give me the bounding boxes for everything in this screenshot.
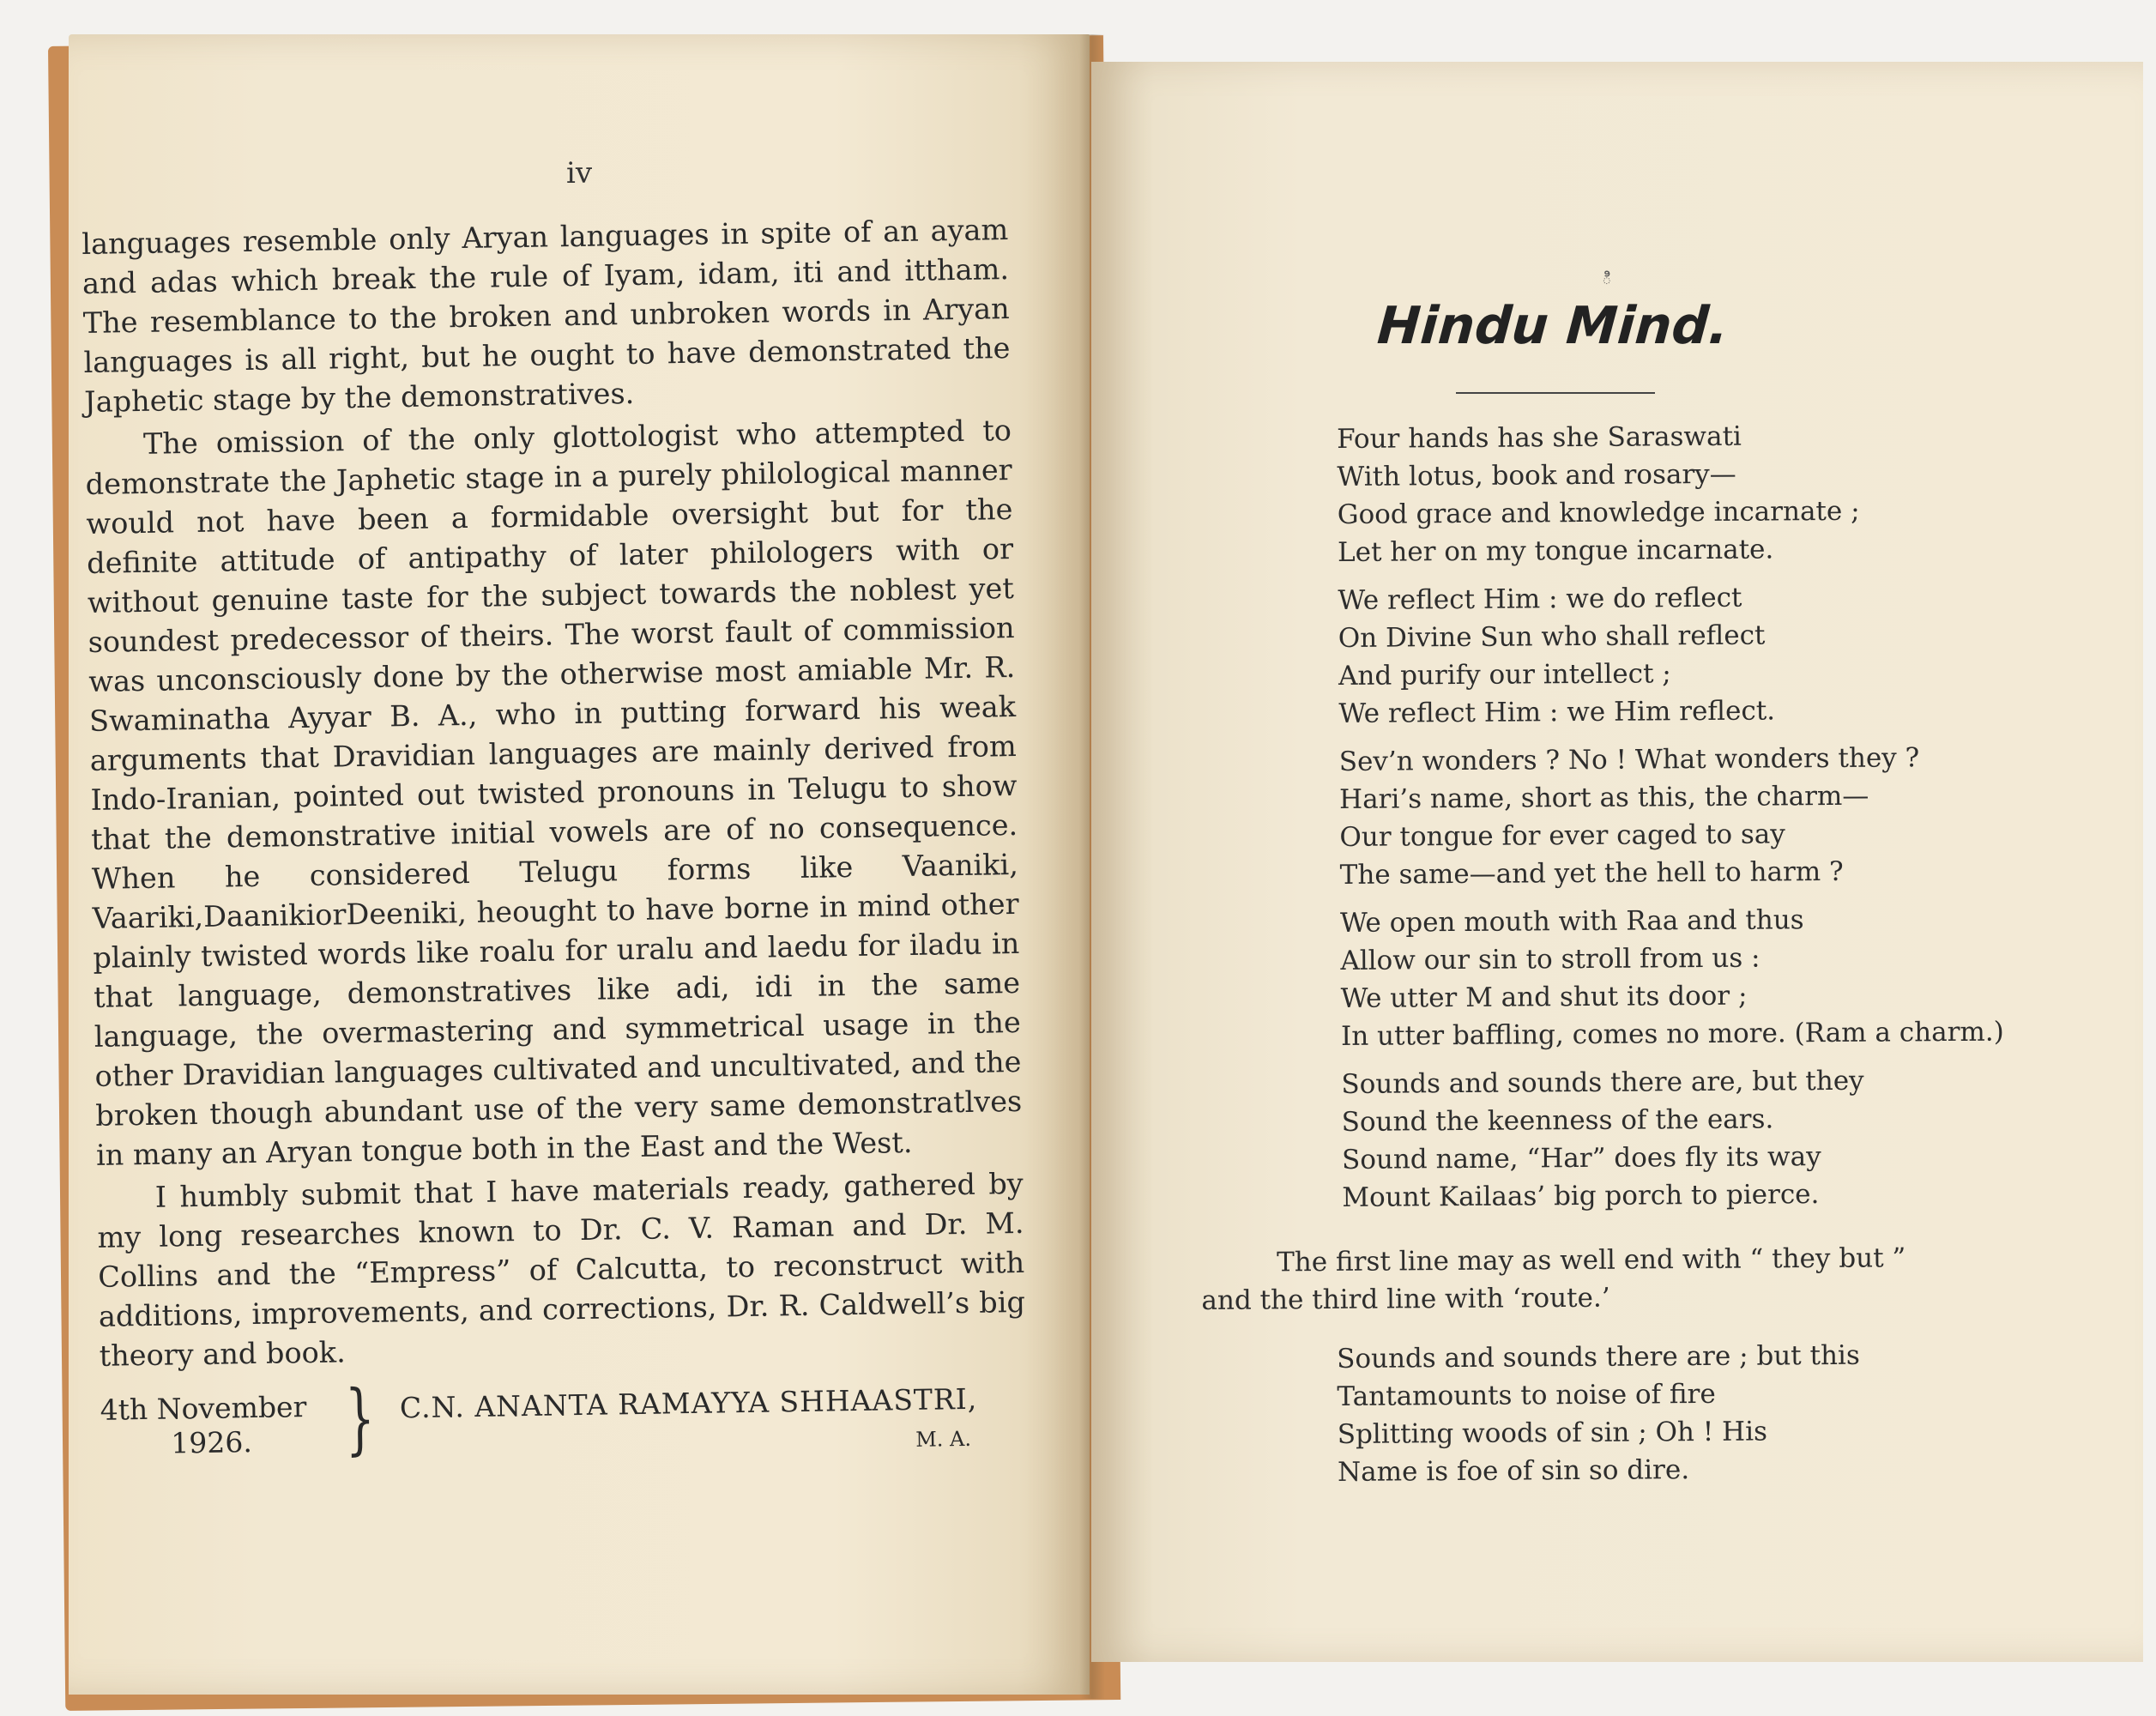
poem-note	[1201, 1238, 2043, 1320]
poem-line: Our tongue for ever caged to say	[1339, 819, 1785, 853]
signature-author	[400, 1380, 979, 1468]
stanza-1	[1337, 415, 2041, 571]
date-month: 4th November	[100, 1390, 307, 1427]
poem-line: With lotus, book and rosary—	[1337, 458, 1736, 492]
poem-line: Splitting woods of sin ; Oh ! His	[1337, 1416, 1768, 1450]
poem-line: Mount Kailaas’ big porch to pierce.	[1342, 1179, 1820, 1213]
poem-line: Four hands has she Saraswati	[1337, 420, 1742, 455]
signature-date	[100, 1390, 332, 1462]
paragraph-2: The omission of the only glottologist who attempted to demonstrate the Japhetic stage in a purely philological manner would not have been a formidable oversight but for the definite attitude of antipathy of later philologers with or without genuine taste for the subject towards the noblest yet soundest predecessor of theirs. The worst fault of commission was unconsciously done by the otherwise most amiable Mr. R. Swaminatha Ayyar B. A., who in putting forward his weak arguments that Dravidian languages are mainly derived from Indo-Iranian, pointed out twisted pronouns in Telugu to show that the demonstrative initial vowels are of no consequence. When he considered Telugu forms like Vaaniki, Vaariki,DaanikiorDeeniki, heought to have borne in mind other plainly twisted words like roalu for uralu and laedu for iladu in that language, demonstratives like adi, idi in the same language, the overmastering and symmetrical usage in the other Dravidian languages cultivated and uncultivated, and the broken though abundant use of the very same demonstratlves in many an Aryan tongue both in the East and the West.	[85, 414, 1023, 1172]
poem-line: We utter M and shut its door ;	[1340, 980, 1748, 1014]
poem-line: Sound the keenness of the ears.	[1341, 1103, 1774, 1138]
poem-line: Sev’n wonders ? No ! What wonders they ?	[1338, 742, 1920, 777]
poem-line: Sound name, “Har” does fly its way	[1341, 1141, 1821, 1175]
poem-line: Allow our sin to stroll from us :	[1340, 942, 1760, 976]
page-number: iv	[565, 156, 593, 190]
stanza-3	[1339, 738, 2044, 894]
poem-line: We reflect Him : we do reflect	[1338, 582, 1742, 616]
poem-line: Sounds and sounds there are, but they	[1341, 1065, 1864, 1100]
poem-line: Name is foe of sin so dire.	[1337, 1454, 1690, 1488]
author-degree: M. A.	[915, 1426, 972, 1452]
title-rule-divider	[1456, 392, 1655, 394]
paragraph-1: languages resemble only Aryan languages in spite of an ayam and adas which break the rule of Iyam, idam, iti and ittham. The resemblance to the broken and unbroken words in Aryan languages is all right, but he ought to have demonstrated the Japhetic stage by the demonstratives.	[82, 213, 1011, 419]
author-name: C.N. ANANTA RAMAYYA SHHAASTRI,	[399, 1381, 978, 1425]
poem-line: Let her on my tongue incarnate.	[1337, 534, 1774, 568]
poem-line: We open mouth with Raa and thus	[1339, 904, 1804, 939]
poem-line: And purify our intellect ;	[1338, 658, 1671, 692]
poem-line: In utter baffling, comes no more. (Ram a charm.)	[1340, 1016, 2004, 1052]
poem-line: We reflect Him : we Him reflect.	[1338, 695, 1776, 729]
stanza-2	[1338, 577, 2042, 733]
poem-line: Sounds and sounds there are ; but this	[1337, 1339, 1860, 1375]
page-mark: ి	[1602, 268, 1612, 288]
poem-line: On Divine Sun who shall reflect	[1338, 619, 1766, 654]
stanza-4	[1340, 899, 2044, 1055]
poem-line: Hari’s name, short as this, the charm—	[1338, 780, 1869, 815]
poem-line: Tantamounts to noise of fire	[1337, 1378, 1716, 1412]
stanza-5	[1341, 1060, 2045, 1217]
left-page-text	[82, 210, 1028, 1472]
poem-line: The same—and yet the hell to harm ?	[1339, 855, 1844, 891]
poem-body	[1337, 415, 2046, 1227]
brace-icon: }	[344, 1373, 376, 1465]
date-year: 1926.	[171, 1425, 253, 1460]
note-line-2: and the third line with ‘route.’	[1201, 1282, 1610, 1316]
poem-line: Good grace and knowledge incarnate ;	[1337, 495, 1860, 530]
paragraph-3: I humbly submit that I have materials ready, gathered by my long researches known to Dr. C. V. Raman and Dr. M. Collins and the “Empress” of Calcutta, to reconstruct with additions, improvements, and corrections, Dr. R. Caldwell’s big theory and book.	[97, 1166, 1026, 1373]
poem-title: Hindu Mind.	[1375, 296, 1730, 356]
stanza-6	[1337, 1335, 2041, 1491]
signature-block	[100, 1373, 1027, 1472]
note-line-1: The first line may as well end with “ they but ”	[1277, 1242, 1906, 1278]
